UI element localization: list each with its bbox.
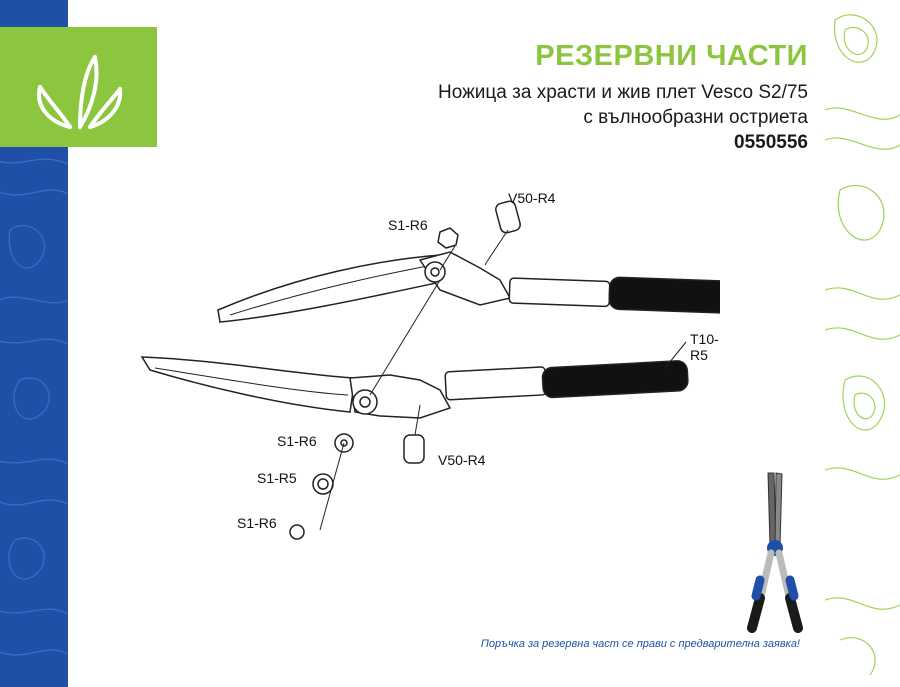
- part-label-t10-r5: T10-R5: [690, 331, 719, 363]
- part-label-s1-r6-bottom: S1-R6: [237, 515, 277, 531]
- shears-exploded-drawing: [120, 180, 720, 550]
- product-code: 0550556: [734, 132, 808, 153]
- product-name: [438, 80, 808, 130]
- order-note: Поръчка за резервна част се прави с предварителна заявка!: [480, 638, 800, 650]
- leaf-icon: [0, 27, 157, 147]
- parts-diagram: [120, 180, 720, 555]
- part-label-s1-r6-mid: S1-R6: [277, 433, 317, 449]
- product-photo: [718, 468, 828, 638]
- part-label-s1-r5: S1-R5: [257, 470, 297, 486]
- upper-grip: [609, 277, 720, 314]
- upper-blade: [218, 255, 450, 322]
- part-label-v50-r4-bottom: V50-R4: [438, 452, 486, 468]
- screw-s1r6: [290, 525, 304, 539]
- shears-photo-illustration: [718, 468, 828, 633]
- part-label-v50-r4-top: V50-R4: [508, 190, 556, 206]
- part-label-s1-r6-top: S1-R6: [388, 217, 428, 233]
- right-decorative-pattern: [825, 0, 900, 687]
- page-title: РЕЗЕРВНИ ЧАСТИ: [535, 40, 808, 72]
- product-name-line1: Ножица за храсти и жив плет Vesco S2/75: [438, 82, 808, 103]
- lower-blade: [142, 357, 355, 412]
- product-name-line2: с вълнообразни остриета: [583, 107, 808, 128]
- brand-logo: [0, 27, 157, 147]
- nut-top: [438, 228, 458, 248]
- cap-bottom: [404, 435, 424, 463]
- topographic-pattern-right: [825, 0, 900, 687]
